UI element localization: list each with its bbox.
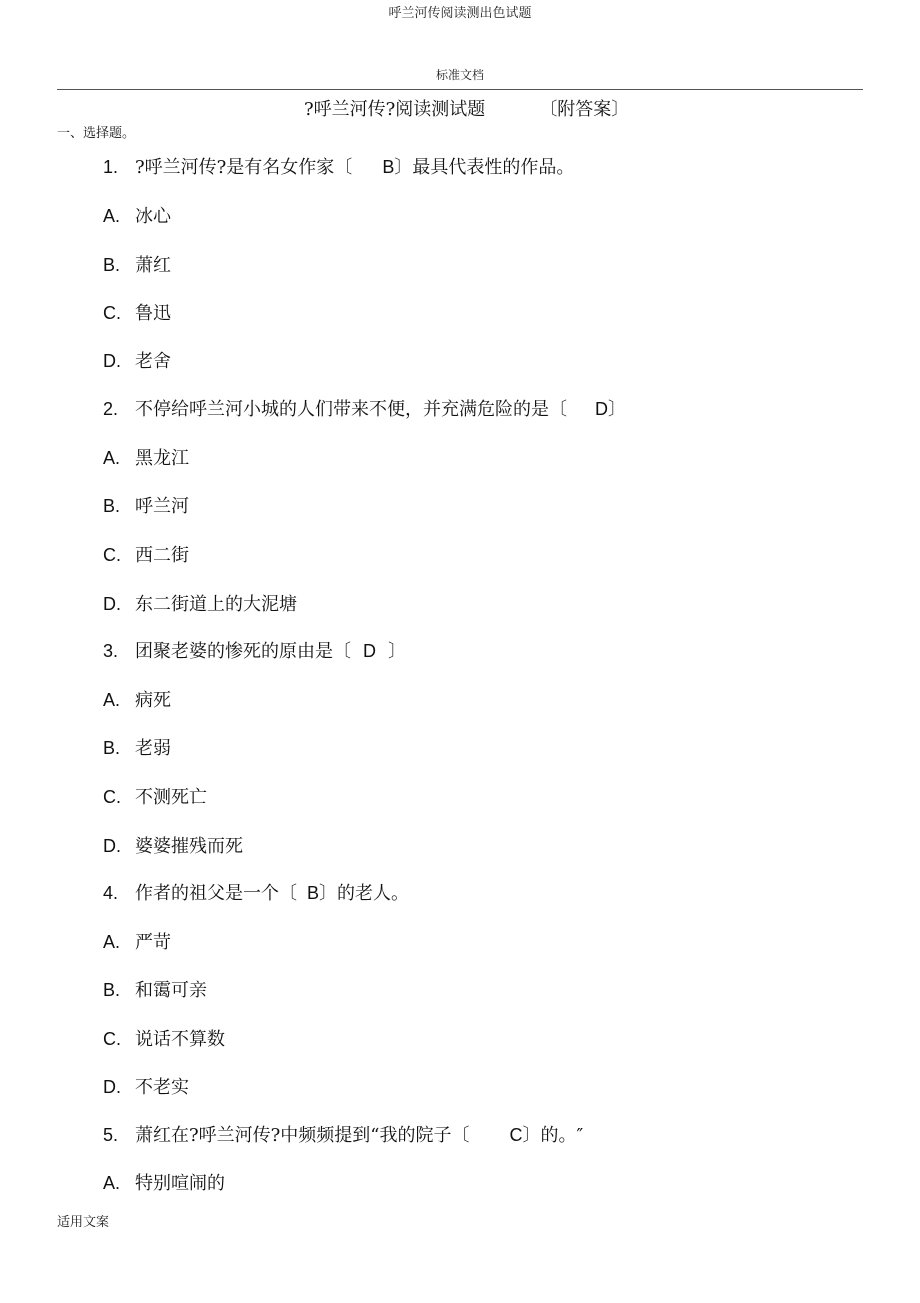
question-answer: B: [307, 883, 320, 903]
question-3: [103, 637, 406, 663]
option-1a: [103, 202, 171, 228]
question-stem-end: 〕: [608, 399, 626, 420]
option-text: 不测死亡: [135, 787, 207, 808]
question-answer: C: [509, 1125, 523, 1145]
option-2a: [103, 444, 189, 470]
option-letter: A.: [103, 1173, 121, 1193]
question-stem: 不停给呼兰河小城的人们带来不便，并充满危险的是〔: [135, 399, 567, 420]
document-title-main: ?呼兰河传?阅读测试题: [304, 99, 486, 120]
question-stem-end: 〕的老人。: [319, 883, 410, 904]
option-letter: A.: [103, 690, 121, 710]
option-text: 老弱: [135, 738, 171, 759]
option-4d: [103, 1073, 189, 1099]
question-number: 4.: [103, 883, 119, 903]
option-2b: [103, 492, 189, 518]
option-text: 黑龙江: [135, 448, 189, 469]
option-text: 说话不算数: [135, 1029, 225, 1050]
option-letter: A.: [103, 932, 121, 952]
option-letter: D.: [103, 836, 121, 856]
section-heading: 一、选择题。: [57, 126, 136, 141]
option-letter: D.: [103, 351, 121, 371]
option-text: 病死: [135, 690, 171, 711]
option-text: 萧红: [135, 255, 171, 276]
option-1d: [103, 347, 171, 373]
page-header-title: 呼兰河传阅读测出色试题: [388, 6, 532, 21]
option-text: 婆婆摧残而死: [135, 836, 243, 857]
option-letter: C.: [103, 545, 121, 565]
question-answer: B: [382, 157, 395, 177]
option-1c: [103, 299, 171, 325]
option-1b: [103, 251, 171, 277]
question-number: 2.: [103, 399, 119, 419]
option-text: 严苛: [135, 932, 171, 953]
option-letter: B.: [103, 496, 121, 516]
option-3d: [103, 832, 243, 858]
option-text: 特别喧闹的: [135, 1173, 225, 1194]
question-5: [103, 1121, 583, 1147]
option-text: 东二街道上的大泥塘: [135, 594, 297, 615]
standard-doc-label: 标准文档: [435, 68, 484, 82]
option-text: 冰心: [135, 206, 171, 227]
question-stem: 萧红在?呼兰河传?中频频提到“我的院子〔: [135, 1125, 470, 1146]
option-4b: [103, 976, 207, 1002]
page-footer: 适用文案: [57, 1215, 110, 1230]
option-letter: C.: [103, 303, 121, 323]
option-text: 老舍: [135, 351, 171, 372]
option-letter: B.: [103, 738, 121, 758]
option-5a: [103, 1169, 225, 1195]
option-2c: [103, 541, 189, 567]
option-3b: [103, 734, 171, 760]
question-stem: 团聚老婆的惨死的原由是〔: [135, 641, 351, 662]
option-text: 不老实: [135, 1077, 189, 1098]
option-letter: B.: [103, 980, 121, 1000]
document-title: [304, 95, 629, 121]
option-letter: C.: [103, 1029, 121, 1049]
question-stem: 作者的祖父是一个〔: [135, 883, 297, 904]
option-letter: D.: [103, 594, 121, 614]
option-4c: [103, 1025, 225, 1051]
question-stem-end: 〕最具代表性的作品。: [394, 157, 575, 178]
question-answer: D: [363, 641, 376, 661]
option-text: 西二街: [135, 545, 189, 566]
question-number: 5.: [103, 1125, 119, 1145]
option-text: 和霭可亲: [135, 980, 207, 1001]
question-answer: D: [595, 399, 608, 419]
option-text: 呼兰河: [135, 496, 189, 517]
option-letter: C.: [103, 787, 121, 807]
option-letter: A.: [103, 206, 121, 226]
question-number: 1.: [103, 157, 119, 177]
option-letter: D.: [103, 1077, 121, 1097]
question-4: [103, 879, 409, 905]
question-2: [103, 395, 626, 421]
option-4a: [103, 928, 171, 954]
option-letter: B.: [103, 255, 121, 275]
question-1: [103, 153, 574, 179]
option-letter: A.: [103, 448, 121, 468]
option-3c: [103, 783, 207, 809]
answer-note: 〔附答案〕: [539, 99, 630, 120]
option-text: 鲁迅: [135, 303, 171, 324]
header-rule: [57, 89, 863, 90]
question-stem-end: 〕: [388, 641, 406, 662]
option-3a: [103, 686, 171, 712]
question-stem: ?呼兰河传?是有名女作家〔: [135, 157, 353, 178]
question-stem-end: 〕的。″: [522, 1125, 584, 1146]
option-2d: [103, 590, 297, 616]
question-number: 3.: [103, 641, 119, 661]
